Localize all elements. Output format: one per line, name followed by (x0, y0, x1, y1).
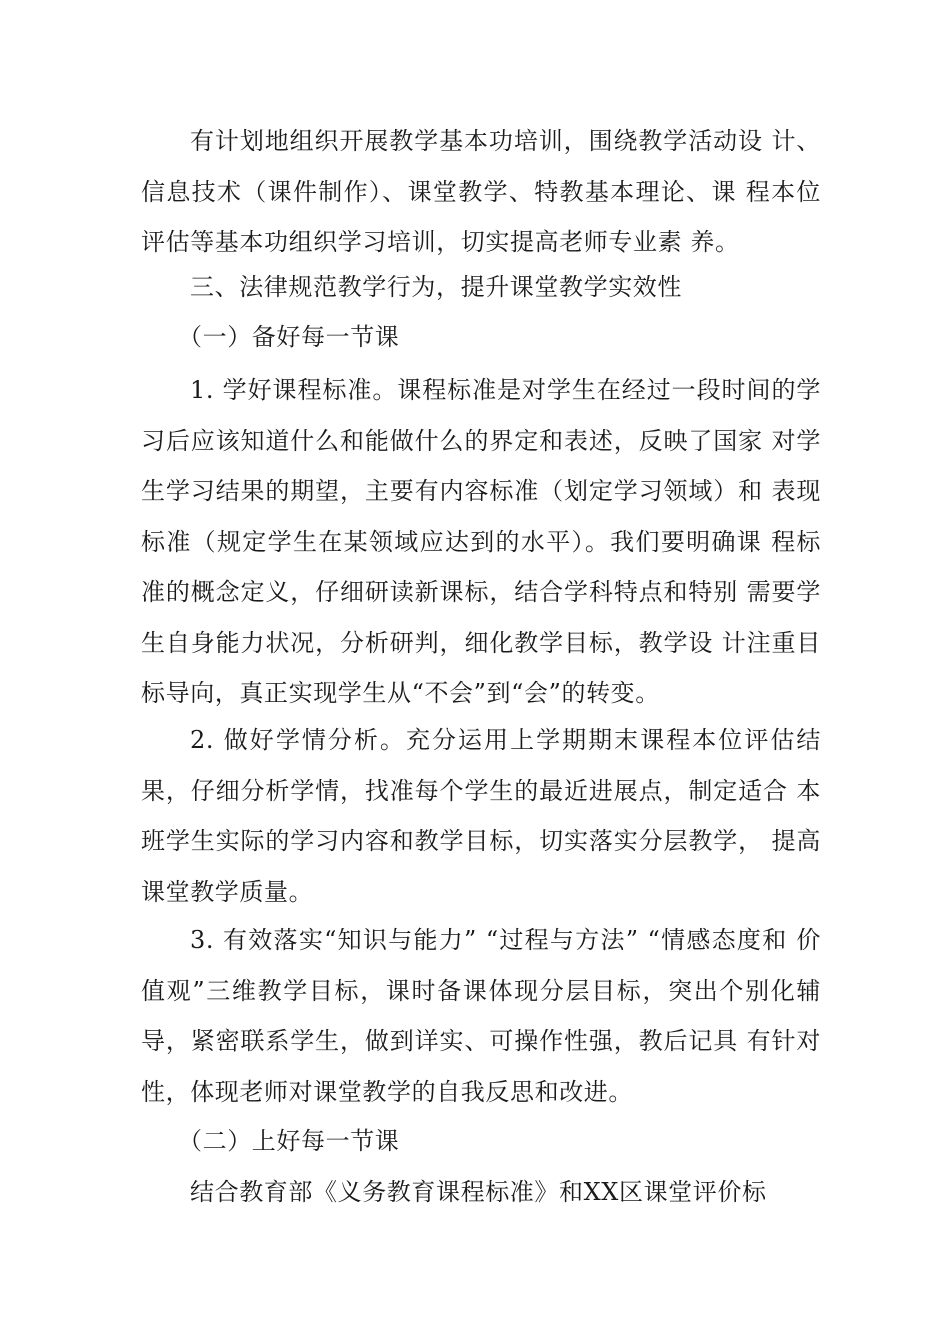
sub-heading-prepare-lessons: （一）备好每一节课 (178, 323, 400, 351)
paragraph-last-line: 结合教育部《义务教育课程标准》和XX区课堂评价标 (190, 1178, 767, 1206)
sub-heading-teach-lessons: （二）上好每一节课 (178, 1127, 400, 1155)
paragraph-teacher-training: 有计划地组织开展教学基本功培训，围绕教学活动设 计、信息技术（课件制作）、课堂教学、特教基本理论、课 程本位评估等基本功组织学习培训，切实提高老师专业素 养。 (141, 127, 821, 256)
paragraph-item-3-teaching-objectives: 3. 有效落实“知识与能力” “过程与方法” “情感态度和 价值观”三维教学目标，课时备课体现分层目标，突出个别化辅导，紧密联系学生，做到详实、可操作性强，教后记具 有针对性，体现老师对课堂教学的自我反思和改进。 (141, 926, 821, 1106)
paragraph-item-1-curriculum-standards: 1. 学好课程标准。课程标准是对学生在经过一段时间的学习后应该知道什么和能做什么的界定和表述，反映了国家 对学生学习结果的期望，主要有内容标准（划定学习领域）和 表现标准（规定学生在某领域应达到的水平）。我们要明确课 程标准的概念定义，仔细研读新课标，结合学科特点和特别 需要学生自身能力状况，分析研判，细化教学目标，教学设 计注重目标导向，真正实现学生从“不会”到“会”的转变。 (141, 376, 821, 707)
paragraph-item-2-learning-analysis: 2. 做好学情分析。充分运用上学期期末课程本位评估结果，仔细分析学情，找准每个学生的最近进展点，制定适合 本班学生实际的学习内容和教学目标，切实落实分层教学， 提高课堂教学质量。 (141, 726, 821, 906)
section-heading-three: 三、法律规范教学行为，提升课堂教学实效性 (190, 273, 682, 301)
